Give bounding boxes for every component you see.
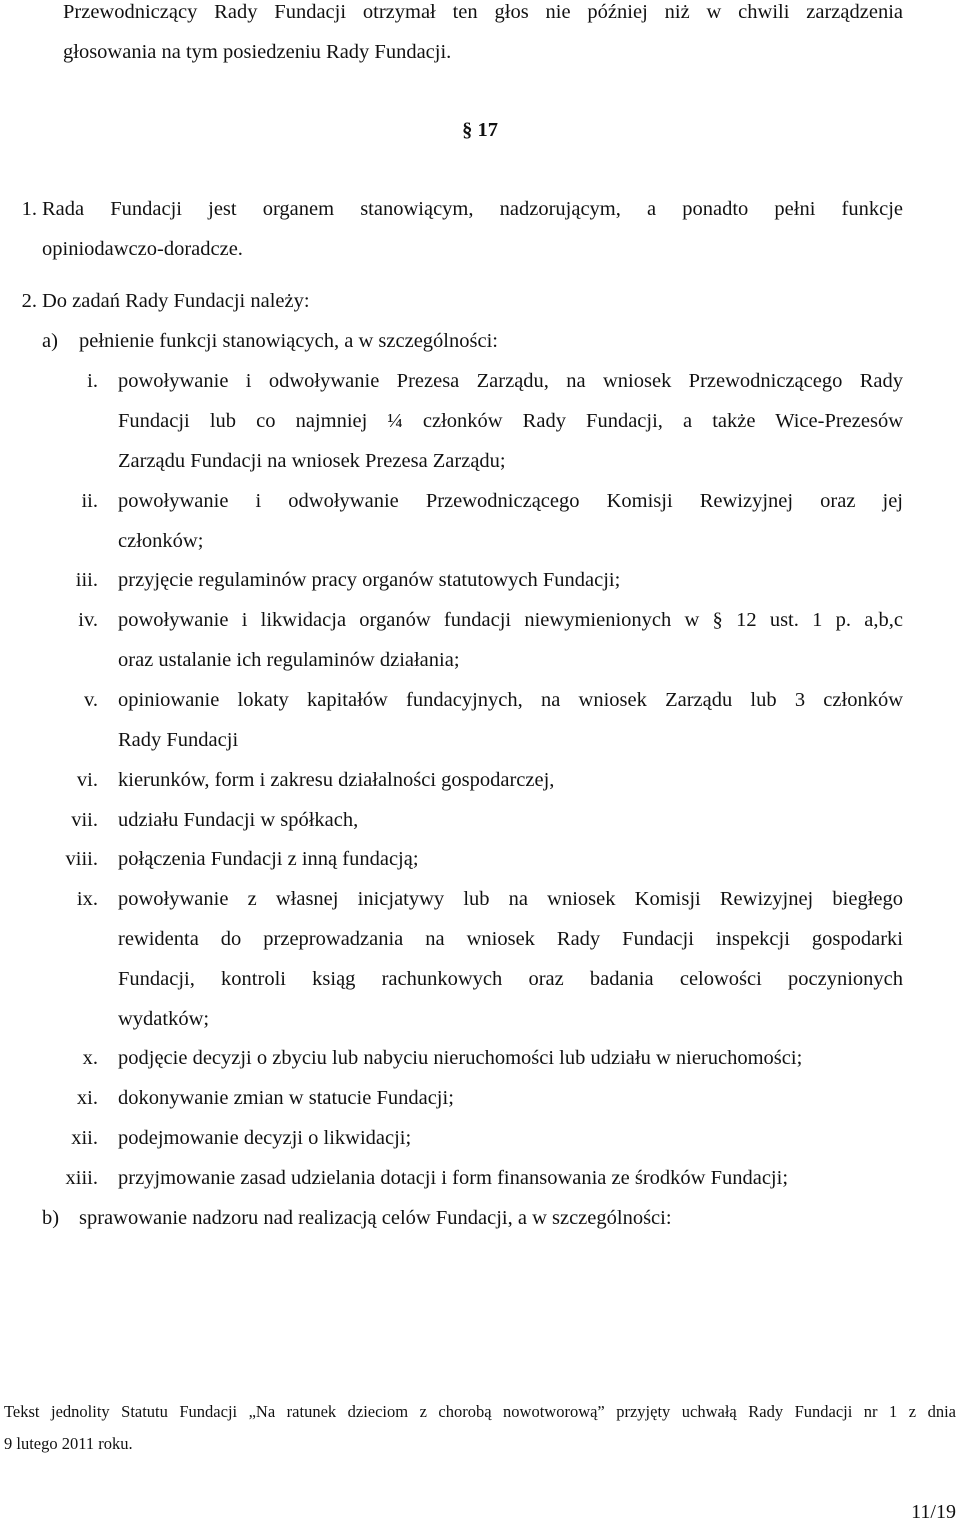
intro-line-1: Przewodniczący Rady Fundacji otrzymał ten głos nie później niż w chwili zarządzenia	[63, 1, 903, 23]
section-symbol: §	[462, 119, 473, 141]
item-line: podjęcie decyzji o zbyciu lub nabyciu nieruchomości lub udziału w nieruchomości;	[118, 1047, 803, 1069]
item-number: iii.	[75, 569, 98, 591]
item-line: opiniowanie lokaty kapitałów fundacyjnych, na wniosek Zarządu lub 3 członków	[118, 689, 903, 711]
point-1-line-2: opiniodawczo-doradcze.	[42, 238, 243, 260]
item-number: vi.	[76, 769, 98, 791]
item-line: Fundacji, kontroli ksiąg rachunkowych oraz badania celowości poczynionych	[118, 968, 903, 990]
sub-a-text: pełnienie funkcji stanowiących, a w szczególności:	[79, 330, 498, 352]
item-number: iv.	[78, 609, 98, 631]
item-line: połączenia Fundacji z inną fundacją;	[118, 848, 419, 870]
item-number: ix.	[76, 888, 98, 910]
footer-line-1: Tekst jednolity Statutu Fundacji „Na ratunek dzieciom z chorobą nowotworową” przyjęty uchwałą Rady Fundacji nr 1 z dnia	[4, 1402, 956, 1421]
item-line: powoływanie z własnej inicjatywy lub na wniosek Komisji Rewizyjnej biegłego	[118, 888, 903, 910]
point-2-number: 2.	[21, 290, 37, 312]
item-number: i.	[87, 370, 98, 392]
item-line: wydatków;	[118, 1008, 210, 1030]
point-1-number: 1.	[21, 198, 37, 220]
item-number: ii.	[81, 490, 98, 512]
footer-line-2: 9 lutego 2011 roku.	[4, 1434, 133, 1453]
item-number: x.	[82, 1047, 98, 1069]
item-line: przyjmowanie zasad udzielania dotacji i form finansowania ze środków Fundacji;	[118, 1167, 789, 1189]
item-line: rewidenta do przeprowadzania na wniosek Rady Fundacji inspekcji gospodarki	[118, 928, 903, 950]
item-line: powoływanie i odwoływanie Przewodniczącego Komisji Rewizyjnej oraz jej	[118, 490, 903, 512]
intro-line-2: głosowania na tym posiedzeniu Rady Fundacji.	[63, 41, 452, 63]
item-number: xi.	[76, 1087, 98, 1109]
item-number: vii.	[71, 809, 98, 831]
item-line: członków;	[118, 530, 204, 552]
section-number: 17	[477, 119, 498, 141]
item-line: oraz ustalanie ich regulaminów działania;	[118, 649, 460, 671]
sub-a-label: a)	[42, 330, 58, 352]
point-2-line-1: Do zadań Rady Fundacji należy:	[42, 290, 310, 312]
item-line: przyjęcie regulaminów pracy organów statutowych Fundacji;	[118, 569, 621, 591]
item-line: Fundacji lub co najmniej ¼ członków Rady Fundacji, a także Wice-Prezesów	[118, 410, 903, 432]
item-line: kierunków, form i zakresu działalności gospodarczej,	[118, 769, 555, 791]
item-line: podejmowanie decyzji o likwidacji;	[118, 1127, 412, 1149]
sub-b-label: b)	[42, 1207, 60, 1229]
sub-b-text: sprawowanie nadzoru nad realizacją celów Fundacji, a w szczególności:	[79, 1207, 672, 1229]
item-line: powoływanie i odwoływanie Prezesa Zarządu, na wniosek Przewodniczącego Rady	[118, 370, 903, 392]
item-line: Rady Fundacji	[118, 729, 239, 751]
page-number: 11/19	[911, 1501, 956, 1523]
item-line: udziału Fundacji w spółkach,	[118, 809, 359, 831]
section-heading	[0, 118, 960, 142]
item-line: dokonywanie zmian w statucie Fundacji;	[118, 1087, 454, 1109]
item-number: xiii.	[65, 1167, 98, 1189]
item-number: viii.	[65, 848, 98, 870]
item-line: powoływanie i likwidacja organów fundacji niewymienionych w § 12 ust. 1 p. a,b,c	[118, 609, 903, 631]
item-number: xii.	[71, 1127, 98, 1149]
point-1-line-1: Rada Fundacji jest organem stanowiącym, nadzorującym, a ponadto pełni funkcje	[42, 198, 903, 220]
item-number: v.	[83, 689, 98, 711]
item-line: Zarządu Fundacji na wniosek Prezesa Zarządu;	[118, 450, 506, 472]
